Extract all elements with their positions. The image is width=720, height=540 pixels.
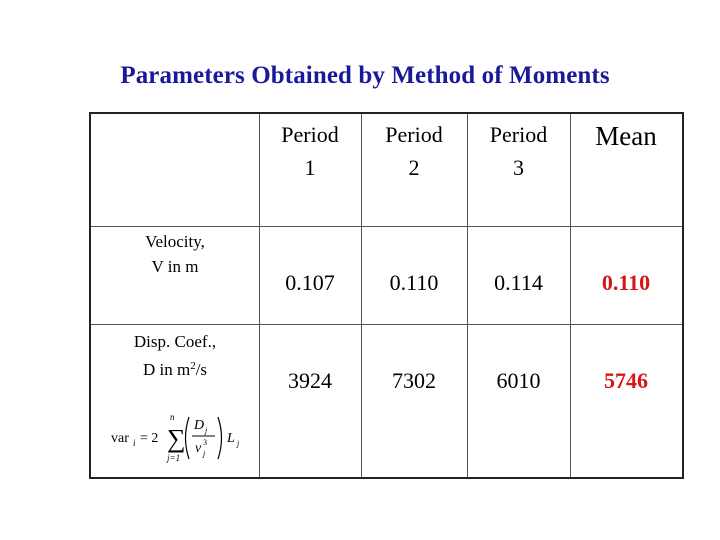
left-paren-icon [186, 417, 190, 459]
header-line: Period [385, 122, 443, 147]
slide-title: Parameters Obtained by Method of Moments [120, 62, 610, 89]
row-label-line: Velocity, [145, 232, 205, 251]
header-period-1 [259, 118, 361, 184]
sigma-icon: ∑ [167, 424, 186, 453]
formula-trailing-sub: j [237, 439, 240, 448]
formula-denominator: v [195, 441, 202, 456]
velocity-mean: 0.110 [601, 270, 651, 295]
header-line: 3 [513, 155, 524, 180]
velocity-period-3: 0.114 [494, 270, 543, 295]
formula-lhs: var [111, 431, 129, 446]
formula-equals: = 2 [140, 431, 159, 446]
formula-lhs-sub: i [133, 438, 136, 448]
row-label-text: /s [195, 360, 208, 379]
formula-numerator-sub: j [205, 426, 208, 435]
dispersion-period-2: 7302 [392, 368, 436, 393]
formula-numerator: D [194, 418, 205, 433]
sum-upper-limit: n [170, 412, 175, 422]
dispersion-mean: 5746 [604, 368, 648, 393]
header-period-3 [467, 118, 570, 184]
dispersion-period-1: 3924 [288, 368, 332, 393]
row-label-dispersion [91, 329, 259, 382]
formula-denominator-sub: j [203, 449, 206, 458]
header-mean: Mean [595, 121, 657, 151]
superscript: 2 [190, 360, 196, 372]
row-label-line: Disp. Coef., [133, 332, 217, 351]
header-line: 2 [408, 155, 420, 180]
variance-formula [111, 411, 256, 473]
header-line: Period [281, 122, 339, 147]
formula-trailing: L [227, 431, 235, 446]
header-period-2 [361, 118, 467, 184]
row-label-velocity [91, 229, 259, 279]
row-label-line: V in m [151, 257, 199, 276]
formula-denominator-sup: 3 [203, 438, 207, 447]
row-divider [91, 324, 682, 325]
dispersion-period-3: 6010 [496, 368, 541, 393]
row-divider [91, 226, 682, 227]
right-paren-icon [218, 417, 222, 459]
header-line: Period [489, 122, 548, 147]
row-label-line [91, 354, 259, 382]
header-line: 1 [304, 155, 316, 180]
velocity-period-1: 0.107 [285, 270, 335, 295]
sum-lower-limit: j=1 [167, 453, 181, 463]
row-label-text: D in m [142, 360, 191, 379]
velocity-period-2: 0.110 [389, 270, 439, 295]
